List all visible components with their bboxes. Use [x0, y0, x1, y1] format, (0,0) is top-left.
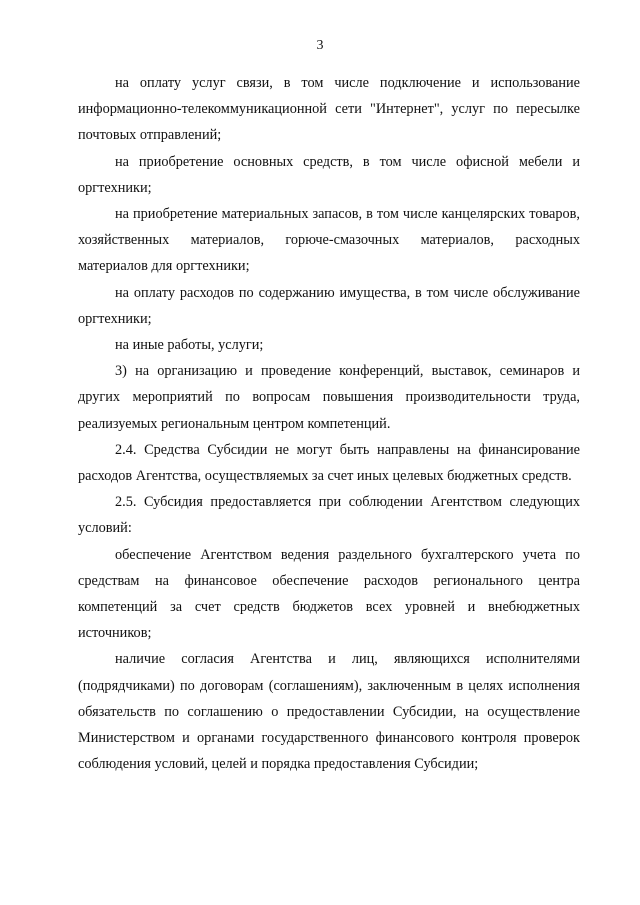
document-body: [78, 70, 580, 777]
page-number: 3: [316, 38, 324, 53]
paragraph-section-2-4: 2.4. Средства Субсидии не могут быть направлены на финансирование расходов Агентства, осуществляемых за счет иных целевых бюджетных средств.: [78, 441, 580, 485]
paragraph-communication-services: на оплату услуг связи, в том числе подключение и использование информационно-телекоммуникационной сети "Интернет", услуг по пересылке почтовых отправлений;: [78, 75, 580, 144]
paragraph-section-2-5: 2.5. Субсидия предоставляется при соблюдении Агентством следующих условий:: [78, 494, 580, 537]
paragraph-property-maintenance: на оплату расходов по содержанию имущества, в том числе обслуживание оргтехники;: [78, 284, 580, 327]
paragraph-conferences: 3) на организацию и проведение конференций, выставок, семинаров и других мероприятий по вопросам повышения производительности труда, реализуемых региональным центром компетенций.: [78, 363, 580, 432]
paragraph-material-stocks: на приобретение материальных запасов, в том числе канцелярских товаров, хозяйственных материалов, горюче-смазочных материалов, расходных материалов для оргтехники;: [78, 206, 580, 275]
paragraph-other-services: на иные работы, услуги;: [115, 337, 264, 354]
paragraph-separate-accounting: обеспечение Агентством ведения раздельного бухгалтерского учета по средствам на финансовое обеспечение расходов регионального центра компетенций за счет средств бюджетов всех уровней и внебюджетных источников;: [78, 546, 580, 642]
paragraph-fixed-assets: на приобретение основных средств, в том числе офисной мебели и оргтехники;: [78, 153, 580, 196]
paragraph-consent-to-audits: наличие согласия Агентства и лиц, являющихся исполнителями (подрядчиками) по договорам (соглашениям), заключенным в целях исполнения обязательств по соглашению о предоставлении Субсидии, на осуществление Министерством и органами государственного финансового контроля проверок соблюдения условий, целей и порядка предоставления Субсидии;: [78, 651, 580, 773]
